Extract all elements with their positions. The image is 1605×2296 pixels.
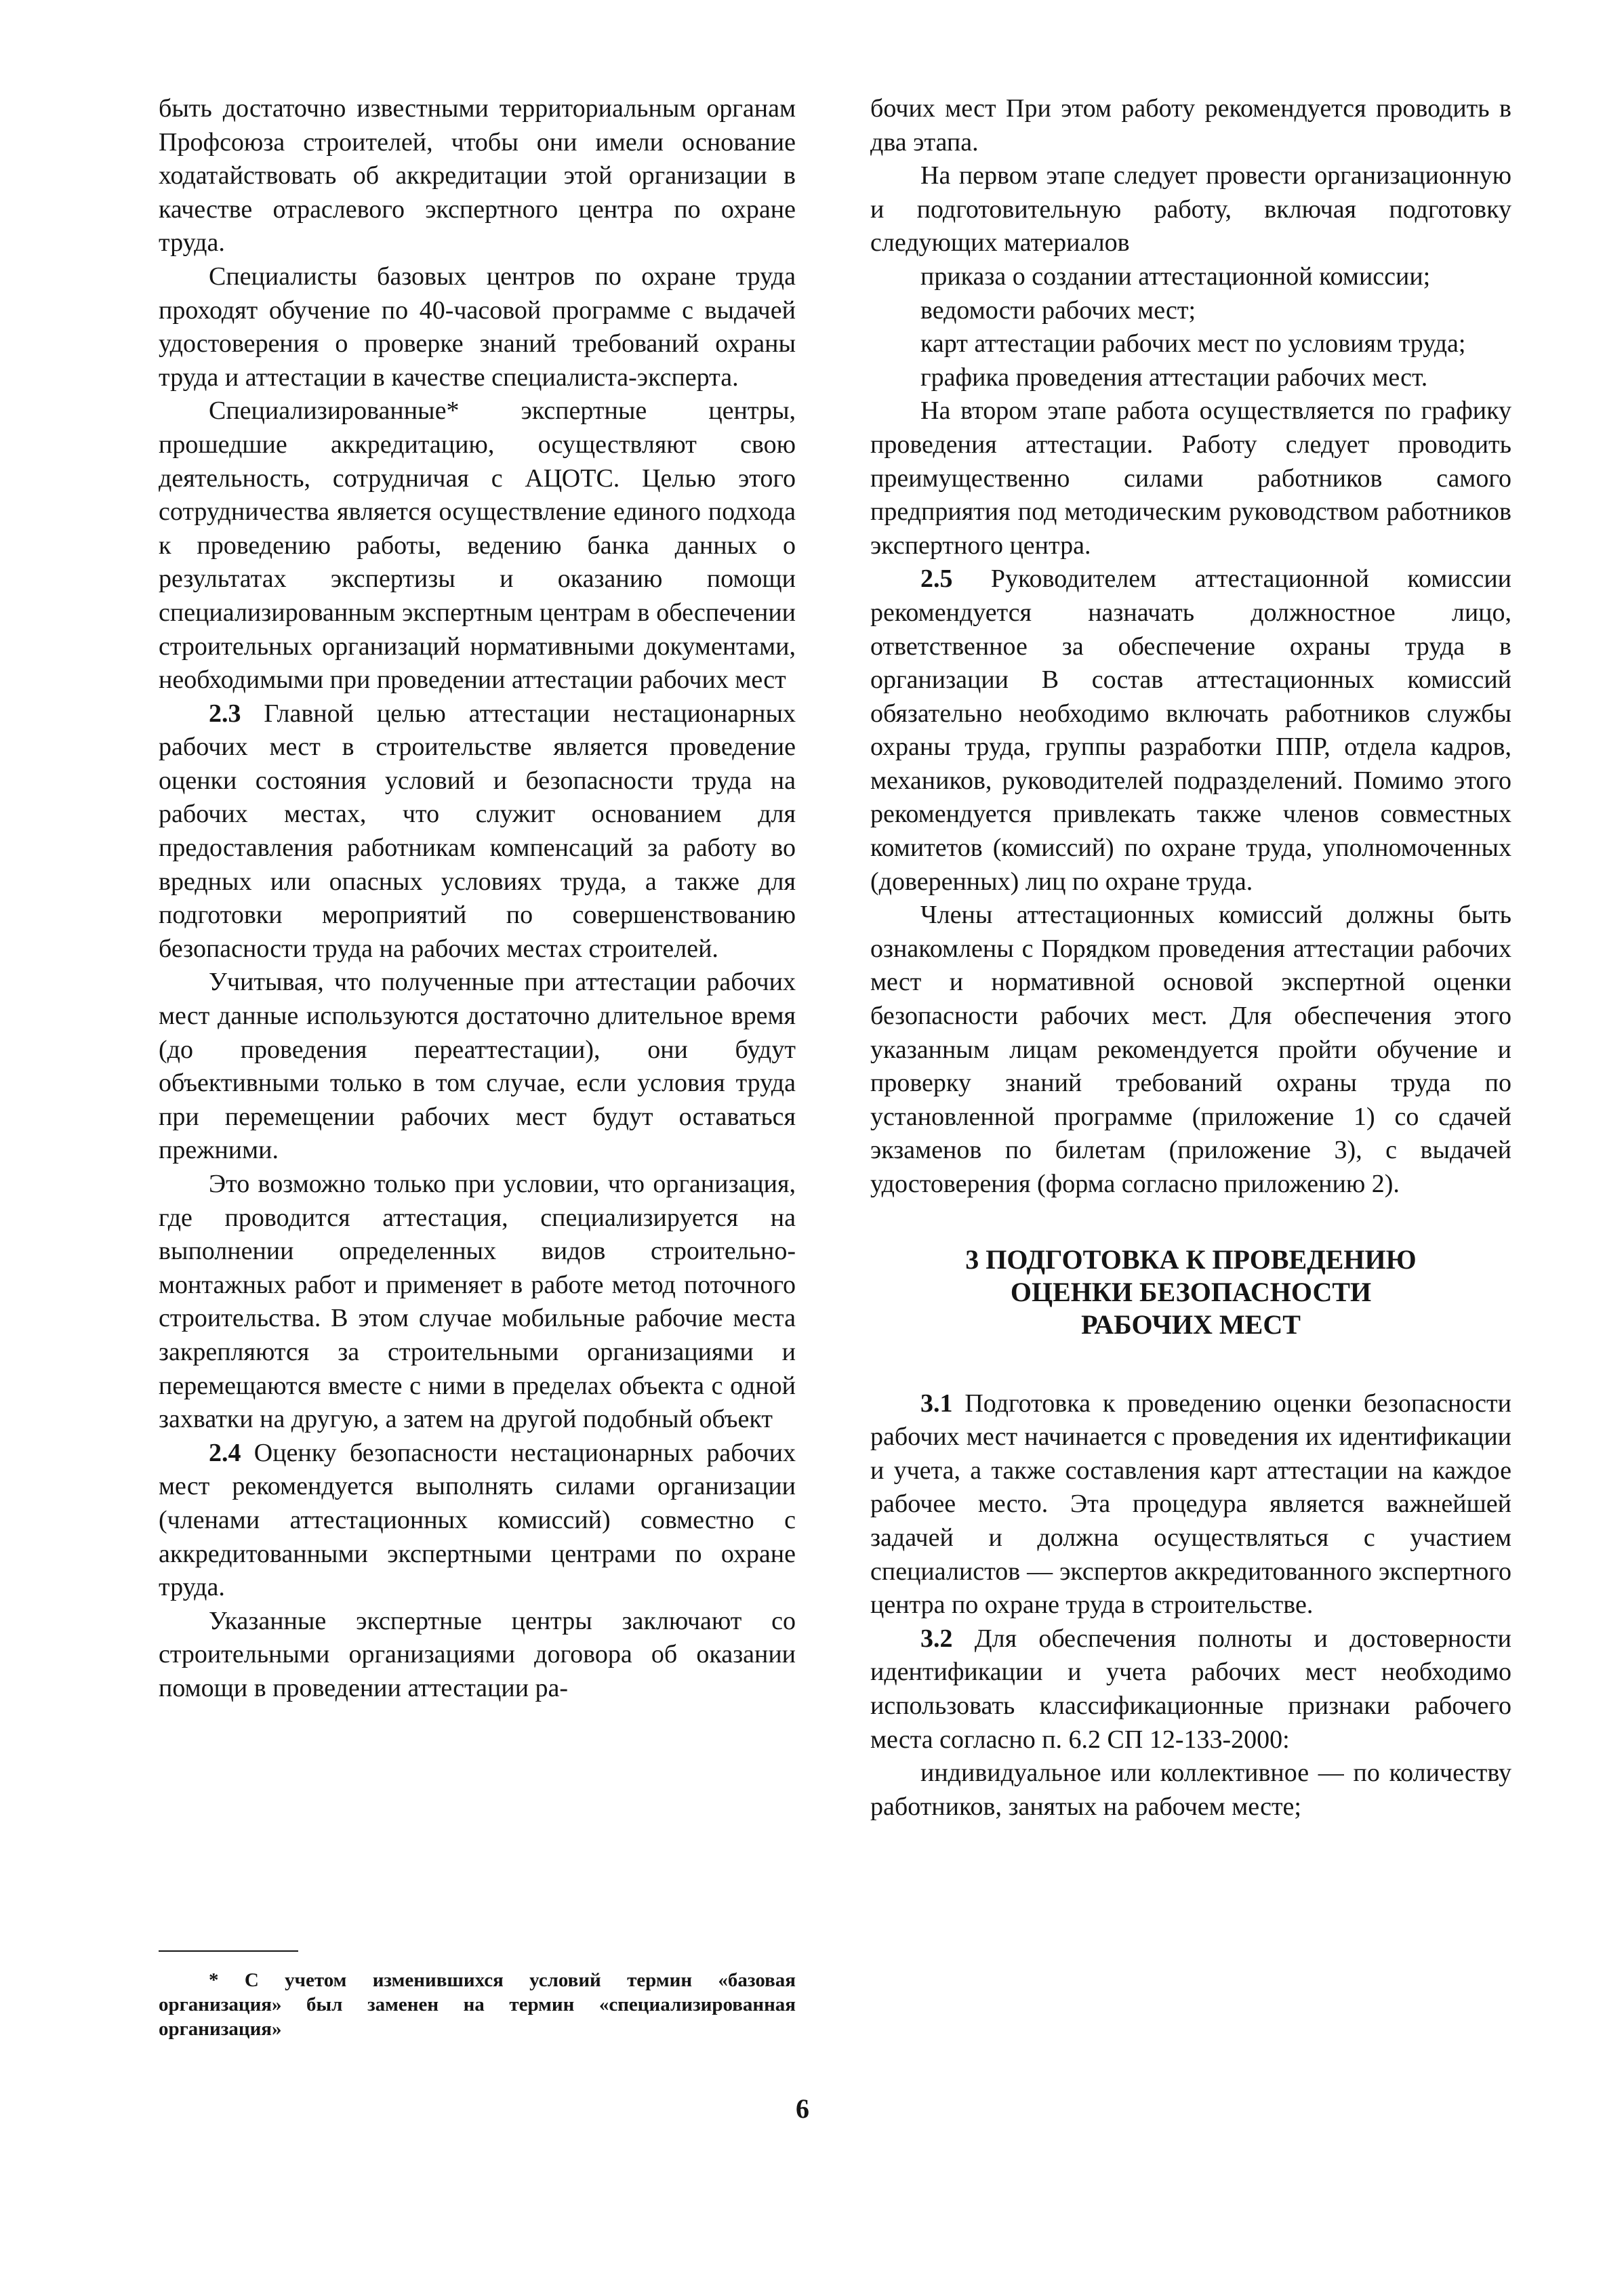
section-heading — [870, 1244, 1511, 1341]
list-item: ведомости рабочих мест; — [920, 295, 1196, 325]
paragraph-text: Оценку безопасности нестационарных рабочих мест рекомендуется выполнять силами организации (членами аттестационных комиссий) совместно с аккредитованными экспертными центрами по охране труда. — [159, 1438, 796, 1602]
heading-line: ОЦЕНКИ БЕЗОПАСНОСТИ — [1010, 1276, 1372, 1307]
footnote: * С учетом изменившихся условий термин «базовая организация» был заменен на термин «специализированная организация» — [159, 1969, 796, 2040]
paragraph-2-5 — [870, 562, 1511, 899]
section-number: 2.4 — [209, 1438, 241, 1467]
paragraph-2-3 — [159, 697, 796, 966]
paragraph: Указанные экспертные центры заключают со строительными организациями договора об оказании помощи в проведении аттестации ра- — [159, 1606, 796, 1702]
section-number: 2.5 — [920, 565, 953, 594]
section-number: 3.1 — [920, 1389, 953, 1418]
paragraph: На втором этапе работа осуществляется по графику проведения аттестации. Работу следует проводить преимущественно силами работников самого предприятия под методическим руководством работников экспертного центра. — [870, 396, 1511, 560]
list-item: приказа о создании аттестационной комиссии; — [920, 262, 1431, 291]
heading-line: 3 ПОДГОТОВКА К ПРОВЕДЕНИЮ — [965, 1244, 1417, 1275]
heading-line: РАБОЧИХ МЕСТ — [1081, 1309, 1301, 1340]
paragraph-3-2 — [870, 1622, 1511, 1757]
paragraph: Это возможно только при условии, что организация, где проводится аттестация, специализируется на выполнении определенных видов строительно-монтажных работ и применяет в работе метод поточного строительства. В этом случае мобильные рабочие места закрепляются за строительными организациями и перемещаются вместе с ними в пределах объекта с одной захватки на другую, а затем на другой подобный объект — [159, 1170, 796, 1434]
list-item: карт аттестации рабочих мест по условиям труда; — [920, 329, 1466, 358]
left-column — [159, 92, 796, 1706]
paragraph: Специализированные* экспертные центры, прошедшие аккредитацию, осуществляют свою деятельность, сотрудничая с АЦОТС. Целью этого сотрудничества является осуществление единого подхода к проведению работы, ведению банка данных о результатах экспертизы и оказанию помощи специализированным экспертным центрам в обеспечении строительных организаций нормативными документами, необходимыми при проведении аттестации рабочих мест — [159, 396, 796, 695]
paragraph-3-1 — [870, 1387, 1511, 1622]
page-number: 6 — [796, 2093, 809, 2124]
paragraph: Специалисты базовых центров по охране труда проходят обучение по 40-часовой программе с выдачей удостоверения о проверке знаний требований охраны труда и аттестации в качестве специалиста-эксперта. — [159, 262, 796, 392]
section-number: 2.3 — [209, 699, 241, 728]
paragraph-text: Подготовка к проведению оценки безопасности рабочих мест начинается с проведения их идентификации и учета, а также составления карт аттестации на каждое рабочее место. Эта процедура является важнейшей задачей и должна осуществляться с участием специалистов — экспертов аккредитованного экспертного центра по охране труда в строительстве. — [870, 1389, 1511, 1620]
paragraph: Учитывая, что полученные при аттестации рабочих мест данные используются достаточно длительное время (до проведения переаттестации), они будут объективными только в том случае, если условия труда при перемещении рабочих мест будут оставаться прежними. — [159, 968, 796, 1165]
paragraph: быть достаточно известными территориальным органам Профсоюза строителей, чтобы они имели основание ходатайствовать об аккредитации этой организации в качестве отраслевого экспертного центра по охране труда. — [159, 94, 796, 258]
list-item: графика проведения аттестации рабочих мест. — [920, 363, 1428, 392]
paragraph: индивидуальное или коллективное — по количеству работников, занятых на рабочем месте; — [870, 1759, 1511, 1821]
right-column — [870, 92, 1511, 1824]
paragraph-text: Для обеспечения полноты и достоверности идентификации и учета рабочих мест необходимо использовать классификационные признаки рабочего места согласно п. 6.2 СП 12-133-2000: — [870, 1624, 1512, 1754]
footnote-divider — [159, 1950, 298, 1952]
paragraph: Члены аттестационных комиссий должны быть ознакомлены с Порядком проведения аттестации рабочих мест и нормативной основой экспертной оценки безопасности рабочих мест. Для обеспечения этого указанным лицам рекомендуется пройти обучение и проверку знаний требований охраны труда по установленной программе (приложение 1) со сдачей экзаменов по билетам (приложение 3), с выдачей удостоверения (форма согласно приложению 2). — [870, 901, 1511, 1198]
paragraph: бочих мест При этом работу рекомендуется проводить в два этапа. — [870, 94, 1511, 157]
paragraph-text: Главной целью аттестации нестационарных рабочих мест в строительстве является проведение оценки состояния условий и безопасности труда на рабочих местах, что служит основанием для предоставления работникам компенсаций за работу во вредных или опасных условиях труда, а также для подготовки мероприятий по совершенствованию безопасности труда на рабочих местах строителей. — [159, 699, 796, 963]
paragraph-2-4 — [159, 1437, 796, 1605]
section-number: 3.2 — [920, 1624, 953, 1653]
paragraph-text: Руководителем аттестационной комиссии рекомендуется назначать должностное лицо, ответственное за обеспечение охраны труда в организации В состав аттестационных комиссий обязательно необходимо включать работников службы охраны труда, группы разработки ППР, отдела кадров, механиков, руководителей подразделений. Помимо этого рекомендуется привлекать также членов совместных комитетов (комиссий) по охране труда, уполномоченных (доверенных) лиц по охране труда. — [870, 565, 1512, 896]
paragraph: На первом этапе следует провести организационную и подготовительную работу, включая подготовку следующих материалов — [870, 161, 1511, 258]
